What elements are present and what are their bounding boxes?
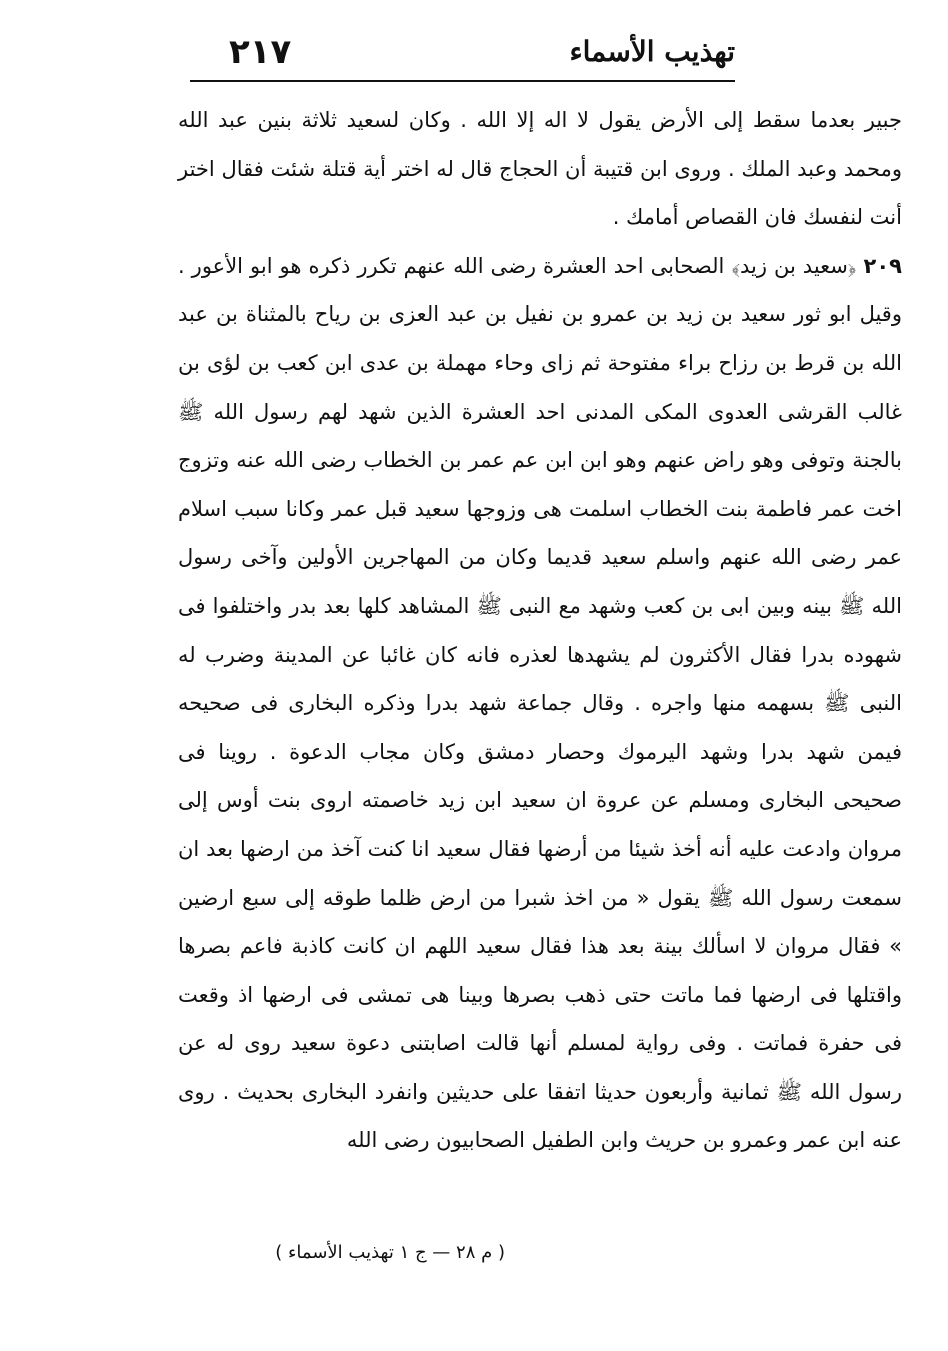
header-rule (190, 80, 735, 82)
entry-number: ٢٠٩ (863, 253, 902, 278)
body-text (178, 96, 902, 1165)
page-header (185, 30, 735, 80)
running-title: تهذيب الأسماء (569, 35, 735, 68)
paragraph-text: جبير بعدما سقط إلى الأرض يقول لا اله إلا الله . وكان لسعيد ثلاثة بنين عبد الله ومحمد وعبد الملك . وروى ابن قتيبة أن الحجاج قال له اختر أية قتلة شئت فقال اختر أنت لنفسك فان القصاص أمامك . (178, 108, 902, 230)
signature-footer: ( م ٢٨ — ج ١ تهذيب الأسماء ) (275, 1242, 505, 1263)
paragraph-text: ﴿سعيد بن زيد﴾ الصحابى احد العشرة رضى الله عنهم تكرر ذكره هو ابو الأعور . وقيل ابو ثور سعيد بن زيد بن عمرو بن نفيل بن عبد العزى بن رياح بالمثناة بن عبد الله بن قرط بن رزاح براء مفتوحة ثم زاى وحاء مهملة بن عدى ابن كعب بن لؤى بن غالب القرشى العدوى المكى المدنى احد العشرة الذين شهد لهم رسول الله ﷺ بالجنة وتوفى وهو راض عنهم وهو ابن ابن عم عمر بن الخطاب رضى الله عنه وتزوج اخت عمر فاطمة بنت الخطاب اسلمت هى وزوجها سعيد قبل عمر وكانا سبب اسلام عمر رضى الله عنهم واسلم سعيد قديما وكان من المهاجرين الأولين وآخى رسول الله ﷺ بينه وبين ابى بن كعب وشهد مع النبى ﷺ المشاهد كلها بعد بدر واختلفوا فى شهوده بدرا فقال الأكثرون لم يشهدها لعذره فانه كان غائبا عن المدينة وضرب له النبى ﷺ بسهمه منها واجره . وقال جماعة شهد بدرا وذكره البخارى فى صحيحه فيمن شهد بدرا وشهد اليرموك وحصار دمشق وكان مجاب الدعوة . روينا فى صحيحى البخارى ومسلم عن عروة ان سعيد ابن زيد خاصمته اروى بنت أوس إلى مروان وادعت عليه أنه أخذ شيئا من أرضها فقال سعيد انا كنت آخذ من ارضها بعد ان سمعت رسول الله ﷺ يقول « من اخذ شبرا من ارض ظلما طوقه إلى سبع ارضين » فقال مروان لا اسألك بينة بعد هذا فقال سعيد اللهم ان كانت كاذبة فاعم بصرها واقتلها فى ارضها فما ماتت حتى ذهب بصرها وبينا هى تمشى فى ارضها اذ وقعت فى حفرة فماتت . وفى رواية لمسلم أنها قالت اصابتنى دعوة سعيد روى له عن رسول الله ﷺ ثمانية وأربعون حديثا اتفقا على حديثين وانفرد البخارى بحديث . روى عنه ابن عمر وعمرو بن حريث وابن الطفيل الصحابيون رضى الله (178, 253, 902, 1153)
paragraph-entry-209 (178, 242, 902, 1165)
paragraph-continuation (178, 96, 902, 242)
page-number: ٢١٧ (229, 32, 292, 72)
